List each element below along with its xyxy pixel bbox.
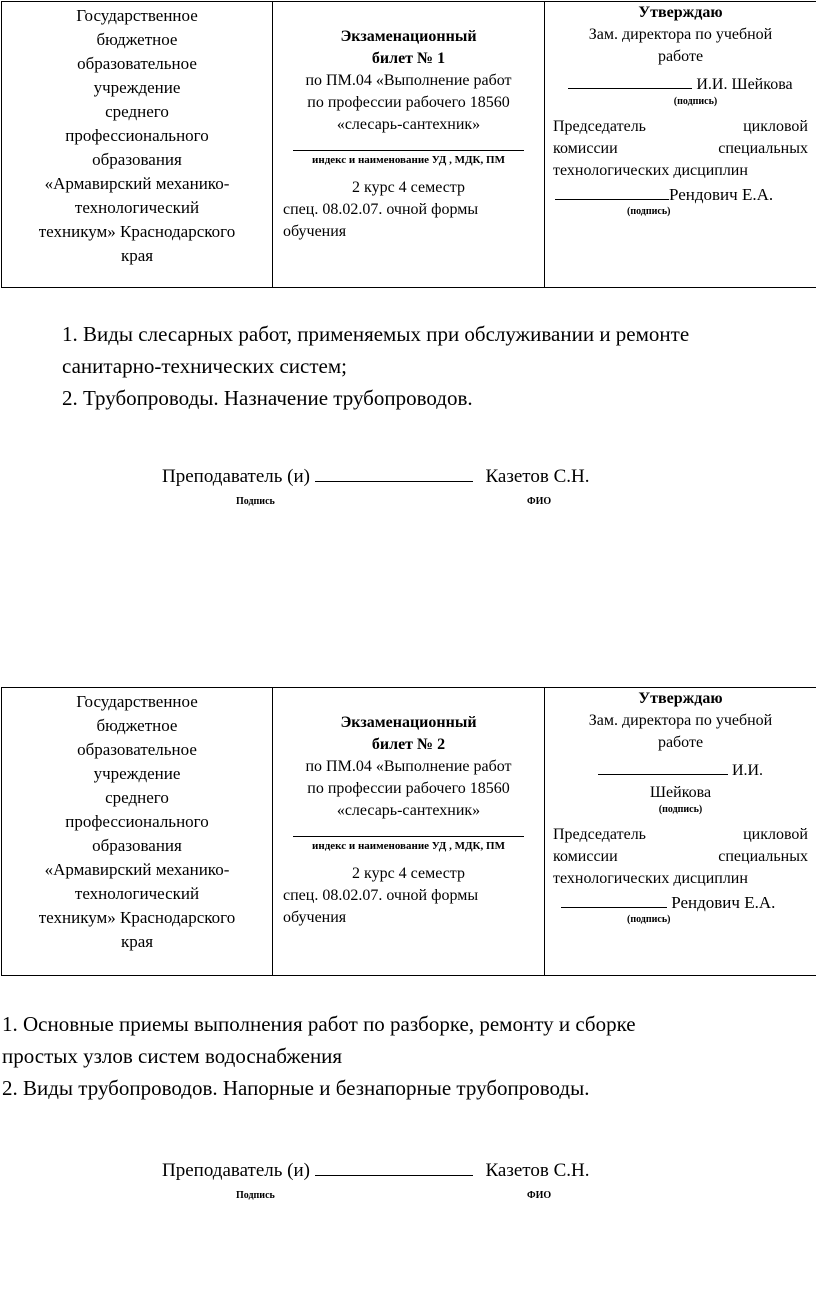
- teacher-name: Казетов С.Н.: [485, 1160, 590, 1181]
- institution-line: Государственное: [76, 6, 198, 25]
- ticket-2-header-table: [1, 687, 816, 976]
- institution-line: образования: [92, 150, 182, 169]
- deputy-name-last: Шейкова: [649, 784, 712, 801]
- module-line: «слесарь-сантехник»: [336, 802, 481, 819]
- institution-line: образования: [92, 836, 182, 855]
- spec-line: спец. 08.02.07. очной формы: [283, 887, 479, 904]
- module-line: по профессии рабочего 18560: [307, 780, 510, 797]
- question-line: простых узлов систем водоснабжения: [2, 1044, 343, 1068]
- chair-signature-line: [555, 199, 669, 200]
- teacher-signature-line: [315, 1175, 473, 1176]
- chair-name: Рендович Е.А.: [671, 893, 776, 912]
- chair-signature-line: [561, 907, 667, 908]
- ticket-2-questions: [2, 1008, 636, 1104]
- chair-line: комиссии специальных: [553, 140, 808, 157]
- index-caption: индекс и наименование УД , МДК, ПМ: [312, 154, 505, 166]
- deputy-line: работе: [657, 734, 704, 751]
- ticket-info-cell: [273, 688, 545, 976]
- deputy-name-first: И.И.: [731, 762, 764, 779]
- module-line: «слесарь-сантехник»: [336, 116, 481, 133]
- institution-cell: [2, 688, 273, 976]
- index-line: [293, 836, 524, 837]
- module-line: по ПМ.04 «Выполнение работ: [305, 72, 512, 89]
- institution-line: бюджетное: [96, 30, 178, 49]
- institution-line: техникум» Краснодарского: [38, 908, 236, 927]
- institution-line: профессионального: [65, 126, 209, 145]
- course-line: 2 курс 4 семестр: [352, 179, 465, 196]
- institution-line: среднего: [105, 788, 169, 807]
- ticket-1-header-table: [1, 1, 816, 288]
- spec-line: обучения: [283, 909, 347, 926]
- module-line: по ПМ.04 «Выполнение работ: [305, 758, 512, 775]
- institution-line: учреждение: [93, 78, 181, 97]
- question-line: 2. Трубопроводы. Назначение трубопроводов.: [62, 386, 473, 410]
- ticket-info-cell: [273, 2, 545, 288]
- ticket-number: билет № 2: [371, 736, 446, 753]
- ticket-heading: Экзаменационный: [340, 28, 477, 45]
- deputy-line: работе: [657, 48, 704, 65]
- chair-signature-caption: (подпись): [627, 206, 671, 217]
- deputy-line: Зам. директора по учебной: [588, 712, 773, 729]
- institution-cell: [2, 2, 273, 288]
- institution-line: края: [120, 932, 154, 951]
- institution-line: края: [120, 246, 154, 265]
- chair-line: Председатель цикловой: [553, 826, 808, 843]
- deputy-signature-caption: (подпись): [658, 804, 703, 815]
- teacher-label: Преподаватель (и): [162, 1160, 310, 1181]
- teacher-name-caption: ФИО: [527, 1190, 552, 1201]
- institution-line: среднего: [105, 102, 169, 121]
- deputy-line: Зам. директора по учебной: [588, 26, 773, 43]
- institution-line: бюджетное: [96, 716, 178, 735]
- teacher-name: Казетов С.Н.: [485, 466, 590, 487]
- deputy-signature-line: [568, 88, 692, 89]
- spec-line: обучения: [283, 223, 347, 240]
- institution-line: техникум» Краснодарского: [38, 222, 236, 241]
- institution-line: технологический: [74, 884, 200, 903]
- institution-line: учреждение: [93, 764, 181, 783]
- ticket-1-teacher-signature: [162, 466, 589, 488]
- approval-cell: [545, 688, 816, 976]
- institution-line: «Армавирский механико-: [44, 174, 230, 193]
- approve-heading: Утверждаю: [638, 4, 723, 21]
- chair-signature-caption: (подпись): [627, 914, 671, 925]
- ticket-1-questions: [62, 318, 689, 414]
- institution-line: образовательное: [77, 740, 197, 759]
- deputy-name: И.И. Шейкова: [696, 76, 793, 93]
- teacher-signature-caption: Подпись: [236, 1190, 275, 1201]
- approval-cell: [545, 2, 816, 288]
- teacher-signature-caption: Подпись: [236, 496, 275, 507]
- institution-line: образовательное: [77, 54, 197, 73]
- ticket-number: билет № 1: [371, 50, 446, 67]
- question-line: 2. Виды трубопроводов. Напорные и безнапорные трубопроводы.: [2, 1076, 590, 1100]
- teacher-signature-line: [315, 481, 473, 482]
- teacher-name-caption: ФИО: [527, 496, 552, 507]
- ticket-2-teacher-signature: [162, 1160, 589, 1182]
- question-line: 1. Виды слесарных работ, применяемых при обслуживании и ремонте: [62, 322, 690, 346]
- chair-line: комиссии специальных: [553, 848, 808, 865]
- deputy-signature-line: [598, 774, 728, 775]
- approve-heading: Утверждаю: [638, 690, 723, 707]
- institution-line: Государственное: [76, 692, 198, 711]
- question-line: 1. Основные приемы выполнения работ по разборке, ремонту и сборке: [2, 1012, 636, 1036]
- chair-line: Председатель цикловой: [553, 118, 808, 135]
- question-line: санитарно-технических систем;: [62, 354, 347, 378]
- teacher-label: Преподаватель (и): [162, 466, 310, 487]
- index-caption: индекс и наименование УД , МДК, ПМ: [312, 840, 505, 852]
- index-line: [293, 150, 524, 151]
- course-line: 2 курс 4 семестр: [352, 865, 465, 882]
- institution-line: профессионального: [65, 812, 209, 831]
- module-line: по профессии рабочего 18560: [307, 94, 510, 111]
- chair-name: Рендович Е.А.: [669, 185, 774, 204]
- deputy-signature-caption: (подпись): [673, 96, 718, 107]
- chair-line: технологических дисциплин: [553, 870, 748, 887]
- institution-line: технологический: [74, 198, 200, 217]
- institution-line: «Армавирский механико-: [44, 860, 230, 879]
- chair-line: технологических дисциплин: [553, 162, 748, 179]
- spec-line: спец. 08.02.07. очной формы: [283, 201, 479, 218]
- ticket-heading: Экзаменационный: [340, 714, 477, 731]
